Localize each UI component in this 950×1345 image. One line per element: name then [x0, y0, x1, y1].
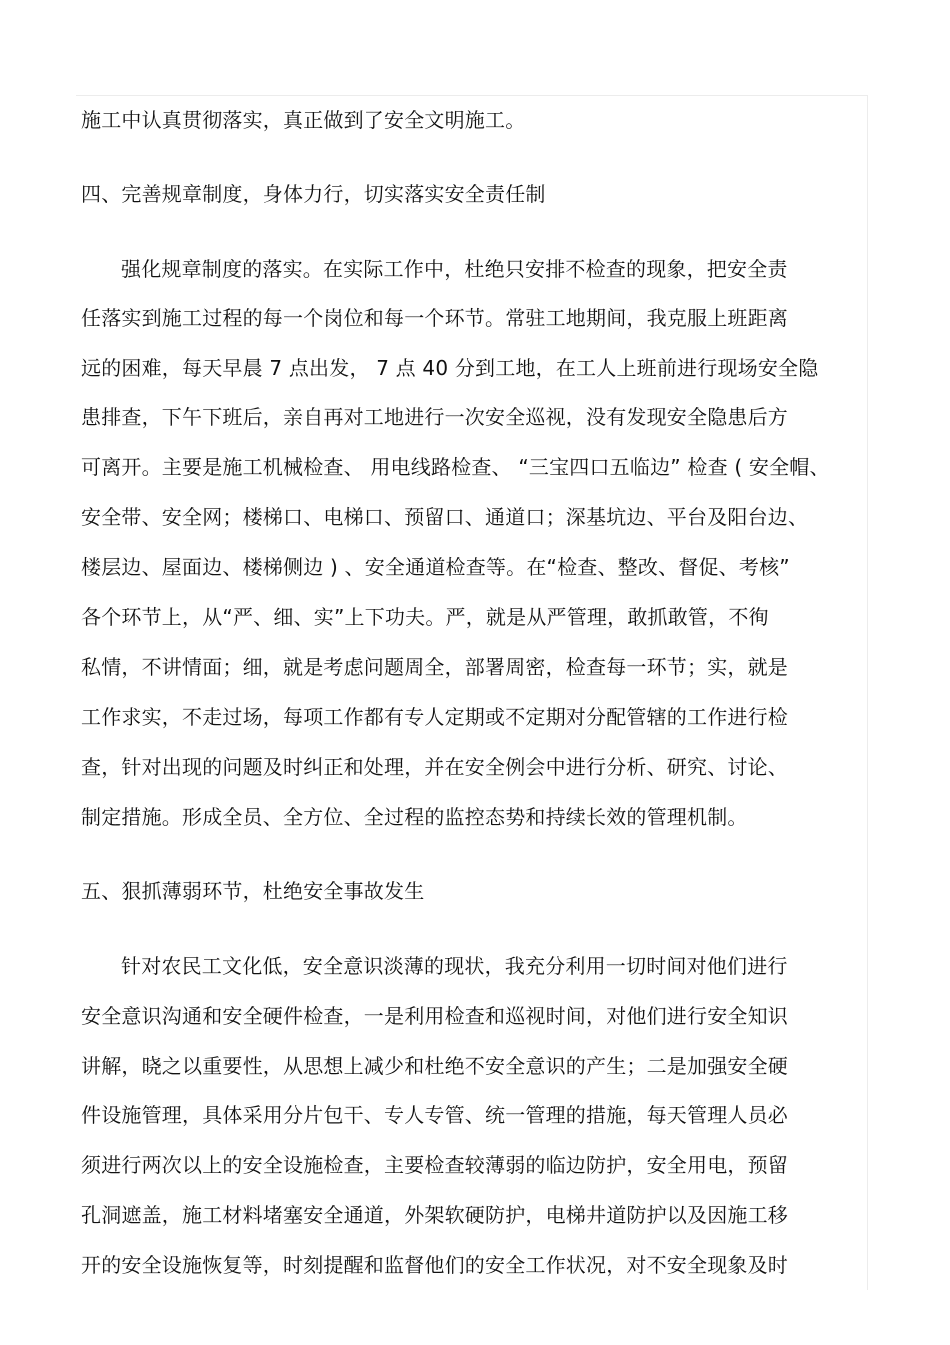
paragraph-line: 孔洞遮盖，施工材料堵塞安全通道，外架软硬防护，电梯井道防护以及因施工移: [81, 1203, 788, 1227]
paragraph-line: 私情，不讲情面；细，就是考虑问题周全，部署周密，检查每一环节；实，就是: [81, 655, 788, 679]
paragraph-line: 任落实到施工过程的每一个岗位和每一个环节。常驻工地期间，我克服上班距离: [81, 306, 788, 330]
paragraph-line: 安全带、安全网；楼梯口、电梯口、预留口、通道口；深基坑边、平台及阳台边、: [81, 505, 809, 529]
paragraph-line: 件设施管理，具体采用分片包干、专人专管、统一管理的措施，每天管理人员必: [81, 1103, 788, 1127]
section-heading: 四、完善规章制度，身体力行，切实落实安全责任制: [81, 182, 546, 206]
paragraph-line: 患排查，下午下班后，亲自再对工地进行一次安全巡视，没有发现安全隐患后方: [81, 405, 788, 429]
section-heading: 五、狠抓薄弱环节，杜绝安全事故发生: [81, 879, 425, 903]
paragraph-line: 施工中认真贯彻落实，真正做到了安全文明施工。: [81, 108, 526, 132]
paragraph-line: 远的困难，每天早晨 7 点出发， 7 点 40 分到工地，在工人上班前进行现场安全隐: [81, 356, 819, 380]
paragraph-line: 针对农民工文化低，安全意识淡薄的现状，我充分利用一切时间对他们进行: [121, 954, 788, 978]
paragraph-line: 讲解，晓之以重要性，从思想上减少和杜绝不安全意识的产生；二是加强安全硬: [81, 1054, 788, 1078]
paragraph-line: 须进行两次以上的安全设施检查，主要检查较薄弱的临边防护，安全用电，预留: [81, 1153, 788, 1177]
paragraph-line: 可离开。主要是施工机械检查、 用电线路检查、 “三宝四口五临边” 检查 ( 安全帽、: [81, 455, 830, 479]
paragraph-line: 各个环节上，从“严、细、实”上下功夫。严，就是从严管理，敢抓敢管，不徇: [81, 605, 769, 629]
paragraph-line: 楼层边、屋面边、楼梯侧边 ) 、安全通道检查等。在“检查、整改、督促、考核”: [81, 555, 790, 579]
paragraph-line: 安全意识沟通和安全硬件检查，一是利用检查和巡视时间，对他们进行安全知识: [81, 1004, 788, 1028]
paragraph-line: 开的安全设施恢复等，时刻提醒和监督他们的安全工作状况，对不安全现象及时: [81, 1253, 788, 1277]
paragraph-line: 工作求实，不走过场，每项工作都有专人定期或不定期对分配管辖的工作进行检: [81, 705, 788, 729]
paragraph-line: 强化规章制度的落实。在实际工作中，杜绝只安排不检查的现象，把安全责: [121, 257, 788, 281]
paragraph-line: 制定措施。形成全员、全方位、全过程的监控态势和持续长效的管理机制。: [81, 805, 748, 829]
paragraph-line: 查，针对出现的问题及时纠正和处理，并在安全例会中进行分析、研究、讨论、: [81, 755, 788, 779]
